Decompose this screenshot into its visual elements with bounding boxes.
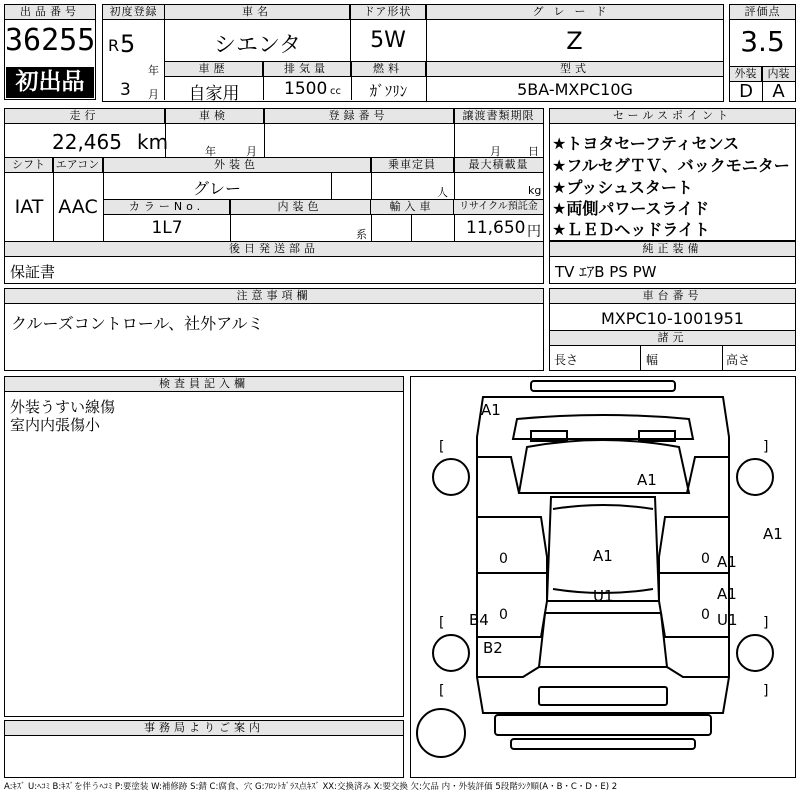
mileage-label: 走行 [5, 109, 165, 124]
capacity-label: 乗車定員 [371, 158, 454, 173]
score: 3.5 [740, 25, 785, 58]
damage-mark: A1 [763, 525, 783, 543]
selling-point-3: ★プッシュスタート [552, 178, 693, 197]
dim-length-label: 長さ [554, 353, 579, 367]
exterior-label: 外装 [730, 67, 762, 82]
color-label: 外装色 [103, 158, 371, 173]
ac: AAC [58, 196, 98, 218]
score-box [729, 4, 796, 102]
office-label: 事務局よりご案内 [5, 721, 403, 736]
recycle-label: リサイクル預託金 [454, 200, 543, 215]
car-name: シエンタ [213, 33, 302, 58]
damage-mark: A1 [717, 585, 737, 603]
first-listing-badge: 初出品 [6, 67, 94, 98]
damage-mark: U1 [717, 611, 738, 629]
score-label: 評価点 [730, 5, 795, 20]
fuel-label: 燃料 [351, 62, 426, 77]
reg-label: 初度登録 [103, 5, 165, 20]
displacement: 1500 [284, 79, 328, 99]
dim-width-label: 幅 [646, 353, 659, 367]
door-type: 5W [370, 28, 406, 53]
zero-left-2: 0 [499, 607, 508, 623]
inspector-line-2: 室内内張傷小 [10, 416, 101, 434]
transfer-day-unit: 日 [528, 145, 539, 158]
notes-box [4, 288, 544, 371]
bracket-rb: ] [763, 683, 769, 699]
zero-left: 0 [499, 551, 508, 567]
dims-label: 諸元 [550, 331, 795, 346]
fuel: ｶﾞｿﾘﾝ [369, 82, 408, 100]
shift: IAT [14, 196, 44, 218]
exterior-grade: D [739, 81, 753, 102]
notes-label: 注意事項欄 [5, 289, 543, 304]
model-code: 5BA-MXPC10G [517, 80, 633, 99]
recycle-amount: 11,650 [466, 218, 526, 238]
selling-points-box [549, 108, 796, 241]
dim-height-label: 高さ [726, 353, 751, 367]
load-unit: kg [528, 184, 542, 197]
bracket-lf: [ [439, 439, 445, 455]
damage-mark: A1 [593, 547, 613, 565]
transfer-month-unit: 月 [490, 145, 501, 158]
damage-mark: A1 [637, 471, 657, 489]
inspector-box [4, 376, 404, 717]
int-color-label: 内装色 [230, 200, 371, 215]
year-unit: 年 [148, 64, 159, 77]
insp-month-unit: 月 [246, 145, 257, 158]
equipment-value: TV ｴｱB PS PW [555, 263, 657, 281]
selling-point-5: ★ＬＥＤヘッドライト [552, 220, 710, 239]
notes-value: クルーズコントロール、社外アルミ [11, 314, 264, 333]
grade-label: グレード [426, 5, 723, 20]
damage-mark: A1 [481, 401, 501, 419]
car-body-diagram [411, 377, 795, 777]
damage-mark: B2 [483, 639, 503, 657]
reg-year: 5 [120, 30, 136, 58]
displacement-label: 排気量 [263, 62, 351, 77]
office-box [4, 720, 404, 778]
bracket-lb: [ [439, 683, 445, 699]
chassis-label: 車台番号 [550, 289, 795, 304]
color: グレー [192, 179, 241, 198]
equipment-label: 純正装備 [550, 242, 795, 257]
inspector-label: 検査員記入欄 [5, 377, 403, 392]
selling-points-label: セールスポイント [550, 109, 795, 124]
selling-point-4: ★両側パワースライド [552, 199, 710, 218]
reg-era: R [108, 36, 120, 55]
capacity-unit: 人 [437, 186, 448, 199]
reg-month: 3 [120, 80, 131, 100]
month-unit: 月 [148, 88, 159, 101]
damage-mark: U1 [593, 587, 614, 605]
ac-label: エアコン [53, 158, 103, 173]
selling-point-1: ★トヨタセーフティセンス [552, 134, 740, 153]
name-label: 車名 [165, 5, 350, 20]
bracket-rf: ] [763, 439, 769, 455]
import-label: 輸入車 [371, 200, 454, 215]
transfer-label: 譲渡書類期限 [454, 109, 543, 124]
interior-grade: A [772, 81, 785, 102]
recycle-unit: 円 [527, 224, 541, 240]
reg-no-label: 登録番号 [264, 109, 454, 124]
door-label: ドア形状 [350, 5, 426, 20]
zero-right: 0 [701, 551, 710, 567]
mileage: 22,465 [52, 130, 122, 154]
shift-label: シフト [5, 158, 53, 173]
bracket-lr: [ [439, 615, 445, 631]
history: 自家用 [188, 84, 240, 104]
interior-label: 内装 [762, 67, 795, 82]
damage-diagram-box [410, 376, 796, 778]
chassis-box [549, 288, 796, 371]
legend: A:ｷｽﾞ U:ﾍｺﾐ B:ｷｽﾞを伴うﾍｺﾐ P:要塗装 W:補修跡 S:錆 C:腐食、穴 G:ﾌﾛﾝﾄｶﾞﾗｽ点ｷｽﾞ XX:交換済み X:要交換 欠:欠品 内・外装評価 5段階ﾗﾝｸ順(A・B・C・D・E) 2 [4, 782, 618, 792]
bracket-rr: ] [763, 615, 769, 631]
equipment-box [549, 241, 796, 284]
damage-mark: B4 [469, 611, 489, 629]
inspector-line-1: 外装うすい線傷 [10, 398, 116, 416]
load-label: 最大積載量 [454, 158, 543, 173]
history-label: 車歴 [165, 62, 263, 77]
lot-number-box [4, 4, 96, 100]
lot-number: 36255 [5, 23, 96, 58]
selling-point-2: ★フルセグＴＶ、バックモニター [552, 156, 790, 175]
color-no-label: カラーNo. [104, 200, 230, 215]
lot-number-label: 出品番号 [5, 5, 95, 20]
color-no: 1L7 [151, 218, 183, 238]
displacement-unit: cc [330, 86, 341, 97]
mileage-unit: km [137, 130, 169, 154]
grade: Z [566, 27, 583, 55]
insp-year-unit: 年 [205, 145, 216, 158]
zero-right-2: 0 [701, 607, 710, 623]
damage-mark: A1 [717, 553, 737, 571]
model-label: 型式 [427, 62, 723, 77]
later-parts: 保証書 [10, 263, 56, 281]
later-parts-label: 後日発送部品 [5, 242, 543, 257]
chassis-number: MXPC10-1001951 [601, 309, 744, 328]
int-color-unit: 系 [356, 228, 367, 241]
inspection-label: 車検 [165, 109, 264, 124]
